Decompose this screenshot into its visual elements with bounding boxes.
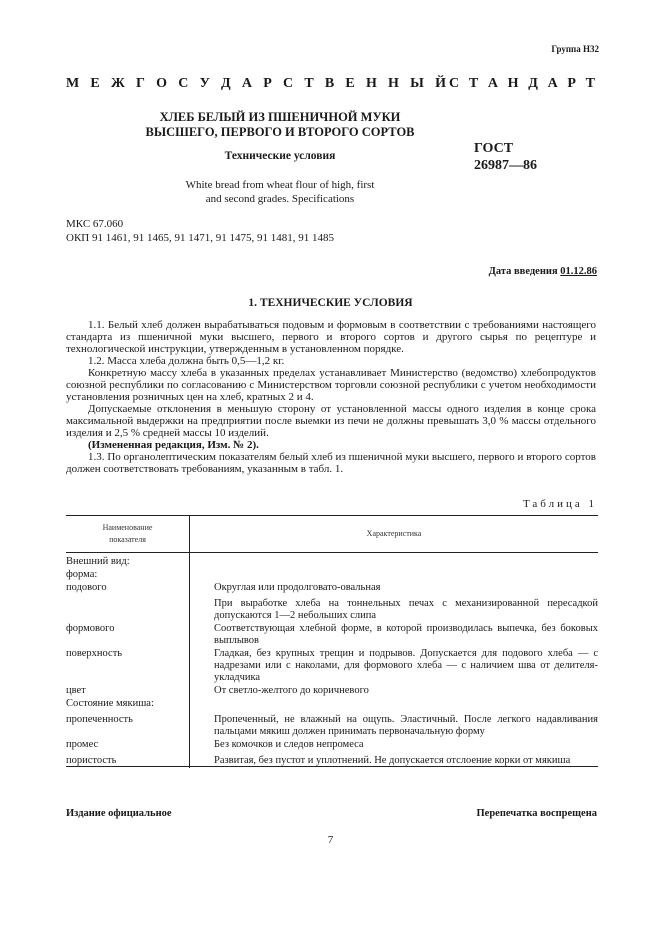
mks-code: МКС 67.060 [66, 218, 124, 230]
banner-letter: Е [90, 76, 100, 91]
indicator-name: Внешний вид: [66, 553, 190, 570]
indicator-name: цвет [66, 685, 190, 698]
title-line-2: ВЫСШЕГО, ПЕРВОГО И ВТОРОГО СОРТОВ [145, 125, 415, 139]
indicator-name: форма: [66, 569, 190, 582]
characteristic [190, 553, 599, 570]
indicator-name: формового [66, 623, 190, 648]
banner-letter: Д [528, 76, 538, 91]
indicator-name: промес [66, 739, 190, 755]
document-title [120, 110, 440, 140]
table-row [66, 553, 598, 570]
table-row [66, 569, 598, 582]
indicator-name [66, 598, 190, 623]
banner-letter: Н [365, 76, 377, 91]
okp-codes: ОКП 91 1461, 91 1465, 91 1471, 91 1475, 91 1481, 91 1485 [66, 232, 334, 244]
banner-letter: А [547, 76, 558, 91]
banner-letter: Р [567, 76, 576, 91]
document-subtitle: Технические условия [224, 150, 336, 162]
characteristic: Развитая, без пустот и уплотнений. Не допускается отслоение корки от мякиша [214, 755, 571, 766]
paragraph-deviation: Допускаемые отклонения в меньшую сторону от установленной массы одного изделия в конце срока максимальной выдержки на предприятии после выемки из печи не должны превышать 3,0 % массы отдельного изделия и 2,5 % средней массы 10 изделий. [66, 403, 596, 439]
banner-letter: Й [435, 76, 446, 91]
gost-label: ГОСТ [474, 141, 514, 156]
characteristic: Пропеченный, не влажный на ощупь. Эластичный. После легкого надавливания пальцами мякиш должен принимать первоначальную форму [214, 714, 598, 737]
indicator-name: пористость [66, 755, 190, 768]
intro-date-value: 01.12.86 [560, 266, 597, 277]
official-edition-note: Издание официальное [66, 808, 172, 819]
table-row [66, 598, 598, 623]
gost-designation [474, 140, 537, 174]
characteristic: Соответствующая хлебной форме, в которой производилась выпечка, без боковых выплывов [214, 623, 598, 646]
standard-banner [66, 76, 595, 92]
banner-letter: В [324, 76, 335, 91]
table-row [66, 685, 598, 698]
characteristic: От светло-желтого до коричневого [214, 685, 369, 696]
group-label: Группа Н32 [551, 44, 599, 54]
english-title-line-2: and second grades. Specifications [205, 193, 355, 205]
paragraph-1-1: 1.1. Белый хлеб должен вырабатываться подовым и формовым в соответствии с требованиями настоящего стандарта из пшеничной муки высшего, первого и второго сортов и другого сырья по рецептуре и технологической инструкции, утвержденным в установленном порядке. [66, 319, 596, 355]
banner-letter: Ы [410, 76, 424, 91]
indicator-name: пропеченность [66, 714, 190, 739]
page-number: 7 [327, 834, 334, 846]
banner-letter: С [449, 76, 460, 91]
banner-word-interstate [66, 76, 446, 92]
table-row [66, 648, 598, 685]
banner-letter: А [487, 76, 498, 91]
banner-letter: Н [388, 76, 399, 91]
characteristic: Без комочков и следов непромеса [214, 739, 364, 750]
characteristic: При выработке хлеба на тоннельных печах с механизированной пересадкой допускаются 1—2 небольших слипа [214, 598, 598, 621]
banner-letter: С [178, 76, 189, 91]
column-header-indicator [66, 516, 190, 553]
column-header-characteristic: Характеристика [190, 516, 599, 553]
table-row [66, 739, 598, 755]
banner-letter: Р [263, 76, 272, 91]
english-title [150, 178, 410, 206]
introduction-date [489, 266, 597, 277]
gost-number: 26987—86 [474, 158, 537, 173]
table-bottom-rule [66, 766, 598, 767]
banner-letter: Т [585, 76, 595, 91]
indicator-name: поверхность [66, 648, 190, 685]
paragraph-1-3: 1.3. По органолептическим показателям белый хлеб из пшеничной муки высшего, первого и второго сортов должен соответствовать требованиям, указанным в табл. 1. [66, 451, 596, 475]
characteristic [190, 698, 599, 714]
body-text [66, 319, 596, 475]
banner-letter: Г [136, 76, 145, 91]
banner-letter: У [199, 76, 210, 91]
table-row [66, 698, 598, 714]
table-header-row [66, 516, 598, 553]
banner-letter: Д [221, 76, 231, 91]
classification-codes [66, 217, 334, 245]
title-line-1: ХЛЕБ БЕЛЫЙ ИЗ ПШЕНИЧНОЙ МУКИ [159, 110, 401, 124]
characteristic: Гладкая, без крупных трещин и подрывов. Допускается для подового хлеба — с надрезами или с наколами, для формового хлеба — с наличием шва от делителя-укладчика [214, 648, 598, 683]
banner-letter: Н [507, 76, 519, 91]
indicator-name: Состояние мякиша: [66, 698, 190, 714]
table-label: Таблица 1 [522, 498, 597, 510]
paragraph-1-2: 1.2. Масса хлеба должна быть 0,5—1,2 кг. [88, 355, 285, 367]
banner-letter: А [241, 76, 253, 91]
organoleptic-table [66, 515, 598, 768]
banner-letter: М [66, 76, 80, 91]
banner-letter: С [282, 76, 294, 91]
section-title: 1. ТЕХНИЧЕСКИЕ УСЛОВИЯ [248, 297, 413, 309]
table-row [66, 623, 598, 648]
banner-letter: Т [468, 76, 479, 91]
banner-letter: Т [304, 76, 314, 91]
column-header-line: показателя [109, 535, 146, 544]
characteristic [190, 569, 599, 582]
english-title-line-1: White bread from wheat flour of high, first [185, 179, 375, 191]
banner-letter: Е [345, 76, 355, 91]
amendment-note: (Измененная редакция, Изм. № 2). [88, 439, 259, 451]
characteristic: Округлая или продолговато-овальная [214, 582, 381, 593]
intro-date-label: Дата введения [488, 266, 561, 277]
banner-word-standard [449, 76, 595, 92]
banner-letter: О [156, 76, 168, 91]
reprint-prohibited-note: Перепечатка воспрещена [476, 808, 597, 819]
column-header-line: Наименование [102, 523, 153, 532]
table-row [66, 582, 598, 598]
indicator-name: подового [66, 582, 190, 598]
banner-letter: Ж [110, 76, 125, 91]
paragraph-mass: Конкретную массу хлеба в указанных пределах устанавливает Министерство (ведомство) хлебопродуктов союзной республики по согласованию с Министерством торговли союзной республики с учетом необходимости установления розничных цен на хлеб, кратных 2 и 4. [66, 367, 596, 403]
table-row [66, 714, 598, 739]
